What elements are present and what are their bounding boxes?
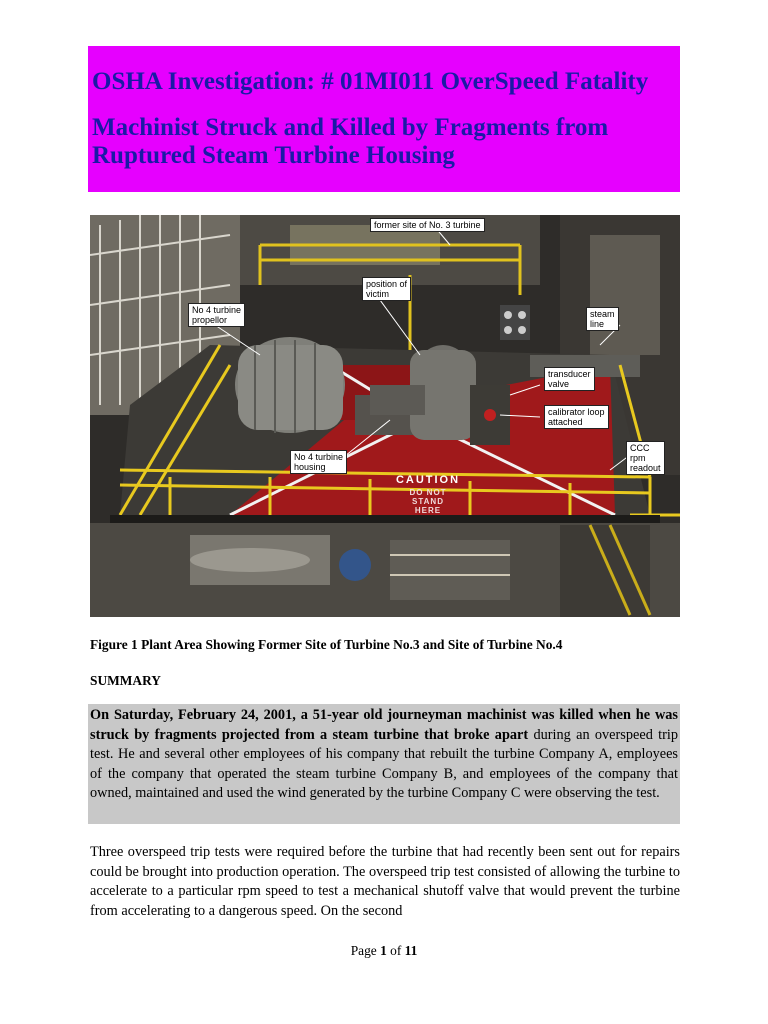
summary-heading: SUMMARY [90, 673, 161, 688]
footer-middle: of [386, 943, 405, 958]
callout-turbine-housing: No 4 turbine housing [290, 450, 347, 474]
summary-normal-text: during an overspeed trip test. He and several other employees of his company that rebuilt the turbine Company A, employees of the company that operated the steam turbine Company B, and employees of the company that owned, maintained and used the wind generated by the turbine Company C were observing the test. [90, 726, 678, 802]
callout-calibrator-loop: calibrator loop attached [544, 405, 609, 429]
footer-current-page: 1 [380, 943, 387, 958]
caution-floor-subtext-1: DO NOT [409, 488, 447, 497]
caution-floor-subtext-3: HERE [414, 506, 442, 515]
body-paragraph: Three overspeed trip tests were required before the turbine that had recently been sent out for repairs could be brought into production operation. The overspeed trip test consisted of allowing the turbine to accelerate to a particular rpm speed to test a mechanical shutoff valve that would prevent the turbine from accelerating to a dangerous speed. On the second [90, 844, 680, 919]
callout-ccc-rpm-readout: CCC rpm readout [626, 441, 665, 475]
footer-total-pages: 11 [404, 943, 418, 958]
document-title: OSHA Investigation: # 01MI011 OverSpeed Fatality [92, 68, 649, 95]
caution-floor-text: CAUTION [395, 474, 461, 486]
summary-highlight-box [88, 704, 680, 824]
page-footer [0, 943, 768, 959]
caution-floor-subtext-2: STAND [412, 497, 444, 506]
figure-caption: Figure 1 Plant Area Showing Former Site of Turbine No.3 and Site of Turbine No.4 [90, 637, 563, 652]
summary-bold-text: On Saturday, February 24, 2001, a 51-year old journeyman machinist was killed when he was struck by fragments projected from a steam turbine that broke apart [90, 707, 678, 743]
footer-prefix: Page [350, 943, 381, 958]
plant-area-photo [90, 215, 680, 617]
callout-transducer-valve: transducer valve [544, 367, 595, 391]
callout-position-victim: position of victim [362, 277, 411, 301]
callout-turbine-propellor: No 4 turbine propellor [188, 303, 245, 327]
callout-former-site: former site of No. 3 turbine [370, 218, 485, 232]
document-subtitle: Machinist Struck and Killed by Fragments from Ruptured Steam Turbine Housing [92, 114, 609, 169]
title-banner [88, 46, 680, 192]
callout-steam-line: steam line [586, 307, 619, 331]
